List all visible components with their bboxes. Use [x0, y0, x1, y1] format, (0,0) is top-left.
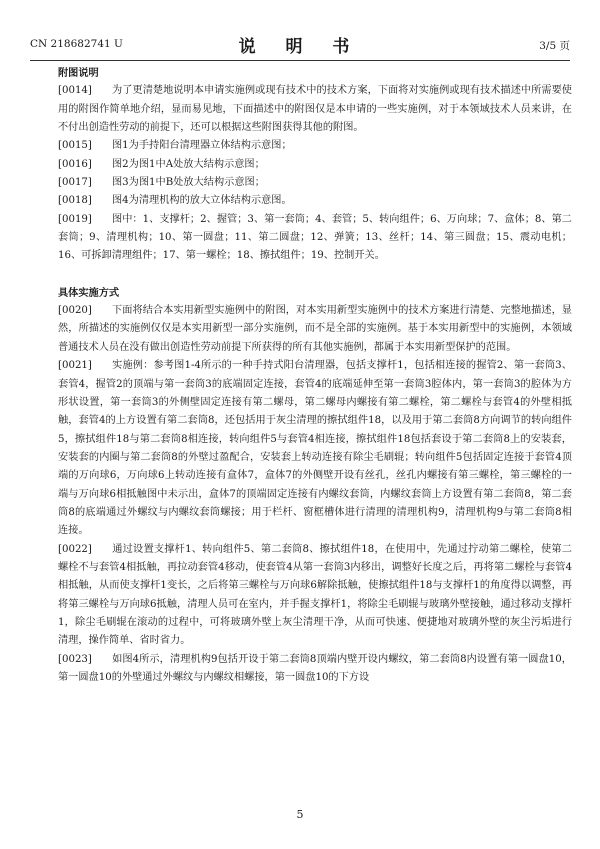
page-header — [30, 30, 570, 56]
paragraph-0018: [0018] 图4为清理机构的放大立体结构示意图。 — [58, 195, 292, 207]
document-title: 说 明 书 — [238, 37, 362, 57]
paragraph-0020: [0020] 下面将结合本实用新型实施例中的附图，对本实用新型实施例中的技术方案进行清楚、完整地描述，显然，所描述的实施例仅仅是本实用新型一部分实施例，而不是全部的实施例。基于本实用新型中的实施例，本领域普通技术人员在没有做出创造性劳动前提下所获得的所有其他实施例，都属于本实用新型保护的范围。 — [58, 305, 572, 353]
page-fraction: 3/5 页 — [539, 40, 570, 52]
section-heading-embodiments: 具体实施方式 — [58, 286, 120, 299]
paragraph-0021: [0021] 实施例：参考图1-4所示的一种手持式阳台清理器，包括支撑杆1，包括相连接的握管2、第一套筒3、套管4，握管2的顶端与第一套筒3的底端固定连接，套管4的底端延伸至第一套筒3腔体内，第一套筒3的腔体为方形状设置，第一套筒3的外侧壁固定连接有第二螺母，第二螺母内螺接有第二螺栓，第二螺栓与套管4的外壁相抵触，套管4的上方设置有第二套筒8，还包括用于灰尘清理的擦拭组件18，以及用于第二套筒8方向调节的转向组件5，擦拭组件18与第二套筒8相连接，转向组件5与套管4相连接，擦拭组件18包括套设于第二套筒8上的安装套，安装套的内圈与第二套筒8的外壁过盈配合，安装套上转动连接有除尘毛刷辊；转向组件5包括固定连接于套管4顶端的万向球6，万向球6上转动连接有盒体7，盒体7的外侧壁开设有丝孔，丝孔内螺接有第三螺栓，第三螺栓的一端与万向球6相抵触图中未示出，盒体7的顶端固定连接有内螺纹套筒，内螺纹套筒上方设置有第二套筒8，第二套筒8的底端通过外螺纹与内螺纹套筒螺接；用于栏杆、窗框槽体进行清理的清理机构9，清理机构9与第二套筒8相连接。 — [58, 360, 572, 537]
patent-number: CN 218682741 U — [30, 38, 123, 50]
paragraph-0015: [0015] 图1为手持阳台清理器立体结构示意图； — [58, 140, 292, 152]
document-body — [58, 64, 572, 779]
paragraph-0016: [0016] 图2为图1中A处放大结构示意图； — [58, 158, 265, 170]
page-number: 5 — [296, 808, 304, 821]
paragraph-0014: [0014] 为了更清楚地说明本申请实施例或现有技术中的技术方案，下面将对实施例或现有技术描述中所需要使用的附图作简单地介绍，显而易见地，下面描述中的附图仅是本申请的一些实施例，对于本领域技术人员来讲，在不付出创造性劳动的前提下，还可以根据这些附图获得其他的附图。 — [58, 85, 572, 134]
paragraph-0022: [0022] 通过设置支撑杆1、转向组件5、第二套筒8、擦拭组件18，在使用中，先通过拧动第二螺栓，使第二螺栓不与套管4相抵触，再拉动套管4移动，使套管4从第一套筒3内移出，调整好长度之后，再将第二螺栓与套管4相抵触，从而使支撑杆1变长，之后将第三螺栓与万向球6解除抵触，使擦拭组件18与支撑杆1的角度得以调整，再将第三螺栓与万向球6抵触，清理人员可在室内，并手握支撑杆1，将除尘毛刷辊与玻璃外壁接触，通过移动支撑杆1，除尘毛刷辊在滚动的过程中，可将玻璃外壁上灰尘清理干净，从而可快速、便捷地对玻璃外壁的灰尘污垢进行清理，操作简单、省时省力。 — [58, 543, 572, 647]
paragraph-0023: [0023] 如图4所示，清理机构9包括开设于第二套筒8顶端内壁开设内螺纹，第二套筒8内设置有第一圆盘10，第一圆盘10的外壁通过外螺纹与内螺纹相螺接，第一圆盘10的下方设 — [58, 653, 572, 683]
paragraph-0017: [0017] 图3为图1中B处放大结构示意图； — [58, 177, 265, 189]
header-rule — [30, 60, 570, 61]
paragraph-0019: [0019] 图中：1、支撑杆；2、握管；3、第一套筒；4、套管；5、转向组件；6、万向球；7、盒体；8、第二套筒；9、清理机构；10、第一圆盘；11、第二圆盘；12、弹簧；13、丝杆；14、第三圆盘；15、震动电机；16、可拆卸清理组件；17、第一螺栓；18、擦拭组件；19、控制开关。 — [58, 213, 572, 262]
section-heading-drawings: 附图说明 — [58, 67, 99, 79]
